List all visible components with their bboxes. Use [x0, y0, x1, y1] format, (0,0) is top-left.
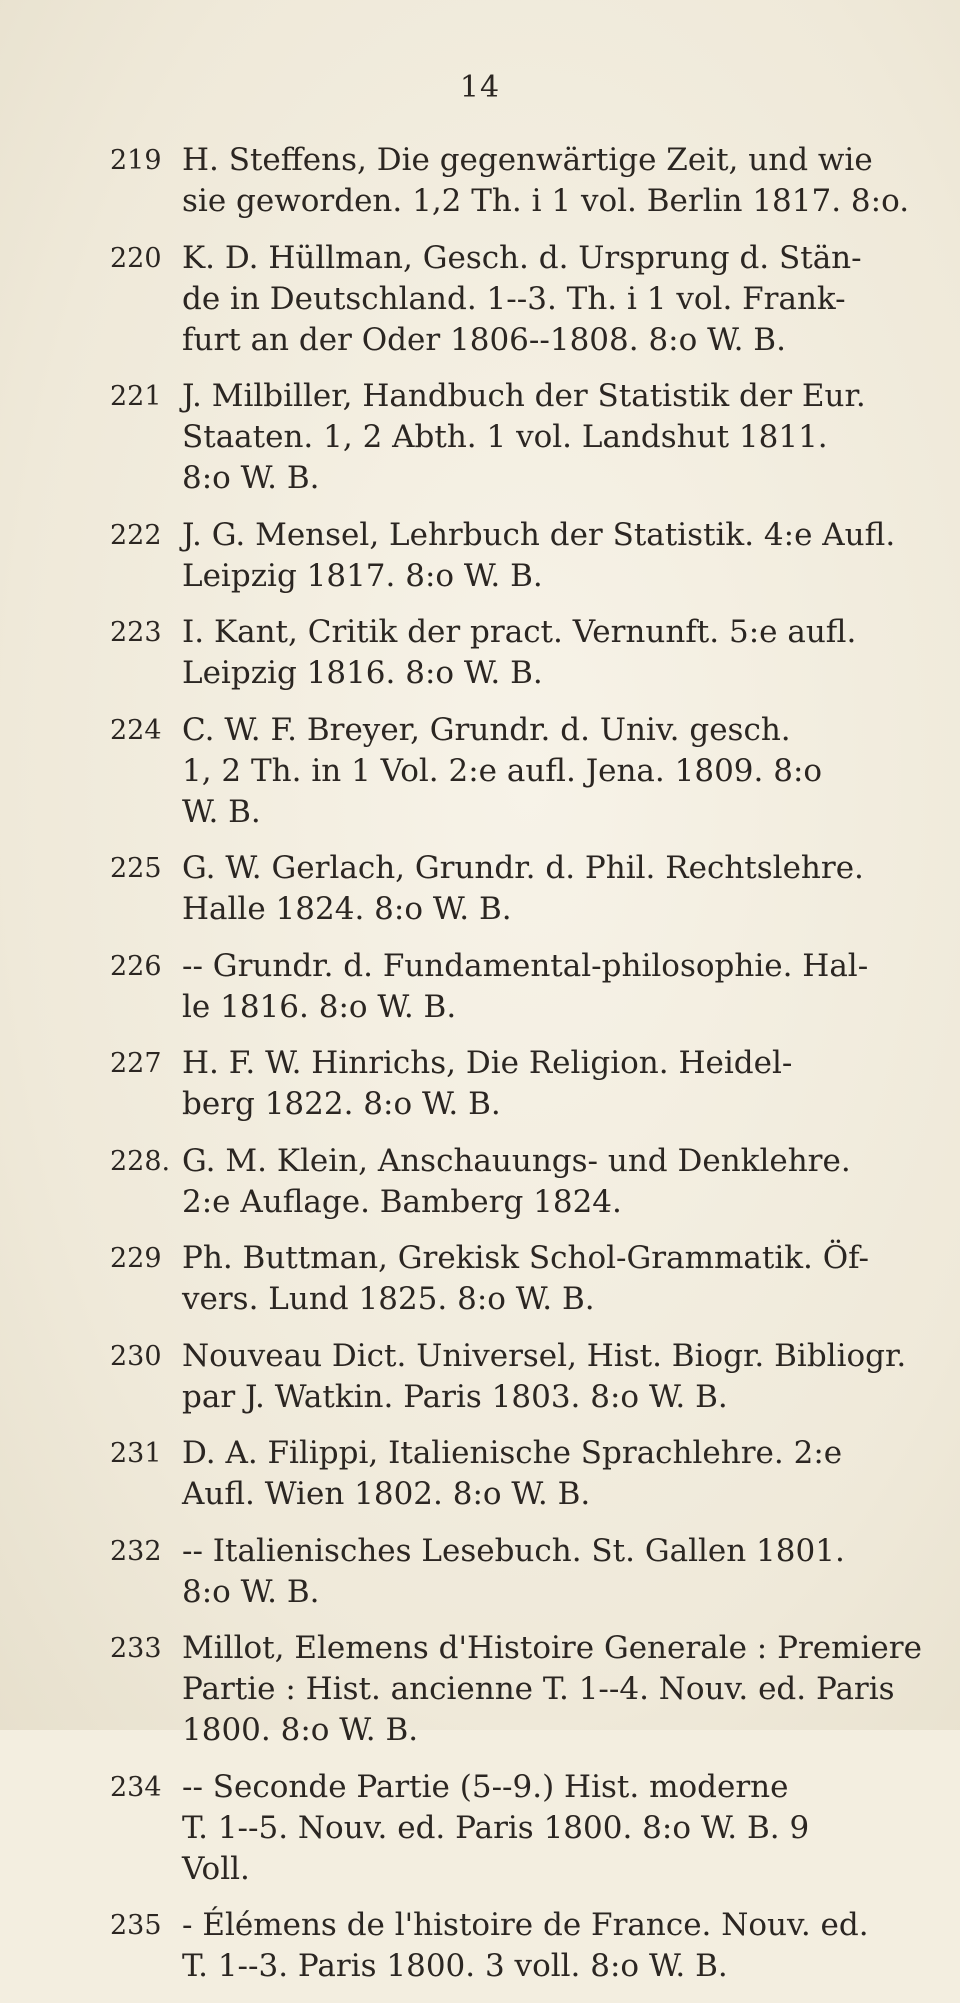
entry-text-line: furt an der Oder 1806--1808. 8:o W. B.	[182, 321, 786, 358]
entry-number: 227	[110, 1048, 162, 1079]
entry-text-line: Nouveau Dict. Universel, Hist. Biogr. Bibliogr.	[182, 1337, 907, 1374]
entry-text-line: H. Steffens, Die gegenwärtige Zeit, und wie	[182, 142, 873, 178]
catalog-entry	[110, 848, 910, 930]
entry-number: 231	[110, 1438, 162, 1469]
entry-text-line: le 1816. 8:o W. B.	[182, 988, 457, 1025]
entry-text-line: Leipzig 1816. 8:o W. B.	[182, 655, 543, 691]
entry-number: 228.	[110, 1145, 171, 1177]
entry-number: 220	[110, 242, 162, 274]
entry-text-line: -- Seconde Partie (5--9.) Hist. moderne	[182, 1768, 789, 1805]
entry-text-line: - Élémens de l'histoire de France. Nouv. ed.	[182, 1907, 869, 1943]
entry-text-line: 1800. 8:o W. B.	[182, 1712, 419, 1748]
entry-text-line: G. W. Gerlach, Grundr. d. Phil. Rechtslehre.	[182, 850, 864, 886]
catalog-entry	[110, 515, 910, 597]
entry-number: 219	[110, 145, 162, 176]
entry-text-line: J. G. Mensel, Lehrbuch der Statistik. 4:e Aufl.	[182, 516, 896, 553]
entry-text-line: Halle 1824. 8:o W. B.	[182, 891, 512, 927]
entry-text-line: Staaten. 1, 2 Abth. 1 vol. Landshut 1811.	[182, 419, 828, 455]
entry-text-line: T. 1--5. Nouv. ed. Paris 1800. 8:o W. B. 9	[182, 1809, 810, 1846]
entry-text-line: Leipzig 1817. 8:o W. B.	[182, 557, 543, 594]
entry-text-line: 2:e Auflage. Bamberg 1824.	[182, 1183, 622, 1220]
entry-text-line: Millot, Elemens d'Histoire Generale : Premiere	[182, 1630, 922, 1666]
catalog-entry	[110, 1336, 910, 1418]
entry-number: 230	[110, 1340, 162, 1372]
entry-number: 221	[110, 381, 162, 412]
entry-text-line: H. F. W. Hinrichs, Die Religion. Heidel-	[182, 1045, 793, 1081]
entry-text-line: par J. Watkin. Paris 1803. 8:o W. B.	[182, 1378, 728, 1415]
catalog-entry	[110, 946, 910, 1028]
catalog-entry	[110, 612, 910, 694]
entry-text-line: berg 1822. 8:o W. B.	[182, 1086, 501, 1122]
entry-text-line: J. Milbiller, Handbuch der Statistik der Eur.	[182, 378, 866, 414]
entry-text-line: sie geworden. 1,2 Th. i 1 vol. Berlin 1817. 8:o.	[182, 183, 910, 219]
entry-text-line: vers. Lund 1825. 8:o W. B.	[182, 1281, 595, 1317]
entry-number: 223	[110, 617, 162, 648]
entry-text-line: T. 1--3. Paris 1800. 3 voll. 8:o W. B.	[182, 1948, 728, 1984]
entry-number: 235	[110, 1910, 162, 1941]
entry-text-line: -- Grundr. d. Fundamental-philosophie. Hal-	[182, 947, 869, 984]
catalog-entry	[110, 238, 910, 361]
catalog-entry	[110, 710, 910, 833]
entry-text-line: Aufl. Wien 1802. 8:o W. B.	[182, 1476, 591, 1512]
catalog-entry	[110, 1905, 910, 1987]
catalog-entry	[110, 1433, 910, 1515]
entry-number: 224	[110, 714, 162, 746]
entry-text-line: I. Kant, Critik der pract. Vernunft. 5:e aufl.	[182, 614, 857, 650]
entry-number: 229	[110, 1243, 162, 1274]
catalog-entry	[110, 1767, 910, 1890]
entry-text-line: G. M. Klein, Anschauungs- und Denklehre.	[182, 1142, 851, 1179]
entry-text-line: K. D. Hüllman, Gesch. d. Ursprung d. Stän-	[182, 239, 862, 276]
entry-text-line: -- Italienisches Lesebuch. St. Gallen 1801.	[182, 1532, 845, 1569]
entry-number: 222	[110, 519, 162, 551]
entry-text-line: W. B.	[182, 793, 261, 830]
catalog-entry	[110, 1531, 910, 1613]
entry-text-line: D. A. Filippi, Italienische Sprachlehre. 2:e	[182, 1435, 843, 1471]
entry-number: 226	[110, 950, 162, 982]
entry-text-line: Ph. Buttman, Grekisk Schol-Grammatik. Öf-	[182, 1240, 869, 1276]
catalog-entry	[110, 1043, 910, 1125]
catalog-entry	[110, 140, 910, 222]
catalog-entry	[110, 376, 910, 499]
catalog-entry	[110, 1628, 922, 1751]
entry-number: 232	[110, 1535, 162, 1567]
entry-text-line: 8:o W. B.	[182, 460, 320, 496]
entry-text-line: C. W. F. Breyer, Grundr. d. Univ. gesch.	[182, 711, 791, 748]
page-number: 14	[459, 70, 501, 105]
entry-text-line: Voll.	[182, 1850, 250, 1887]
entry-text-line: 8:o W. B.	[182, 1573, 320, 1610]
entry-text-line: 1, 2 Th. in 1 Vol. 2:e aufl. Jena. 1809. 8:o	[182, 752, 823, 789]
catalog-entry	[110, 1141, 910, 1223]
entry-text-line: Partie : Hist. ancienne T. 1--4. Nouv. ed. Paris	[182, 1671, 895, 1707]
entry-text-line: de in Deutschland. 1--3. Th. i 1 vol. Frank-	[182, 280, 846, 317]
catalog-entry	[110, 1238, 910, 1320]
entry-number: 225	[110, 853, 162, 884]
catalog-entry-list	[110, 140, 922, 2003]
entry-number: 233	[110, 1633, 162, 1664]
entry-number: 234	[110, 1771, 162, 1803]
